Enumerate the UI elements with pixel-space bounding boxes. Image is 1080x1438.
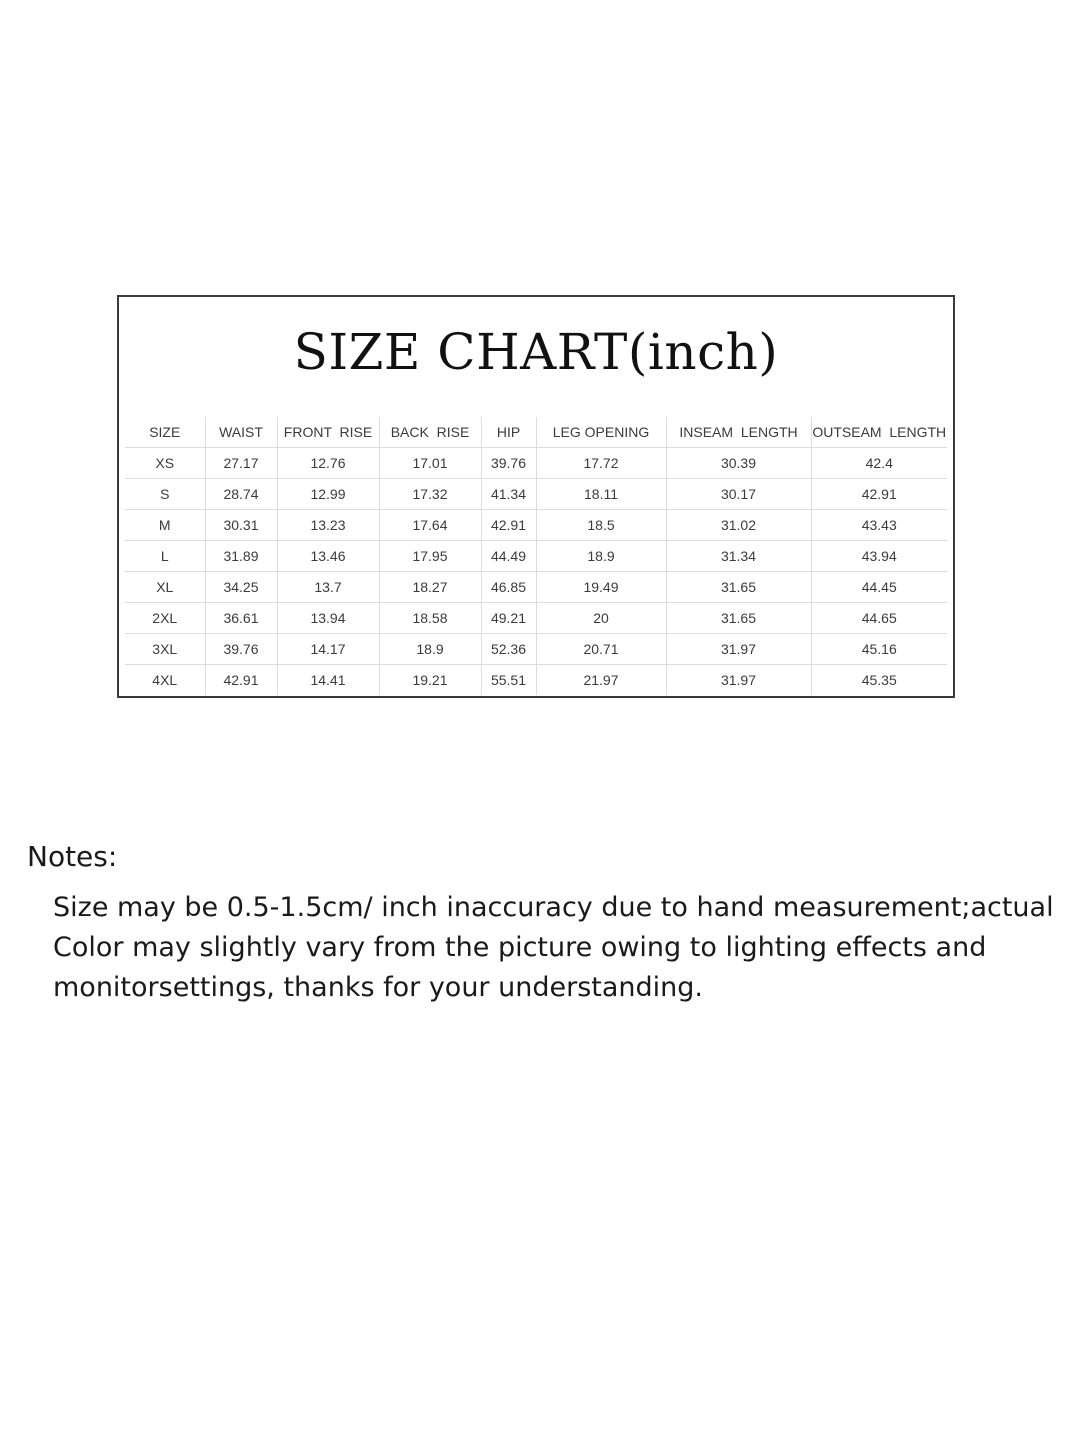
- measurement-cell: 18.9: [536, 541, 666, 572]
- measurement-cell: 39.76: [481, 448, 536, 479]
- table-row: [125, 510, 947, 541]
- size-cell: L: [125, 541, 205, 572]
- column-header: WAIST: [205, 417, 277, 448]
- size-cell: M: [125, 510, 205, 541]
- measurement-cell: 45.35: [811, 665, 947, 696]
- measurement-cell: 41.34: [481, 479, 536, 510]
- measurement-cell: 31.97: [666, 665, 811, 696]
- column-header: INSEAM LENGTH: [666, 417, 811, 448]
- notes-line: Size may be 0.5-1.5cm/ inch inaccuracy due to hand measurement;actual: [53, 892, 1054, 923]
- notes-line: Color may slightly vary from the picture owing to lighting effects and: [53, 932, 987, 963]
- table-body: [125, 448, 947, 696]
- column-header: FRONT RISE: [277, 417, 379, 448]
- measurement-cell: 30.31: [205, 510, 277, 541]
- measurement-cell: 27.17: [205, 448, 277, 479]
- measurement-cell: 20: [536, 603, 666, 634]
- table-row: [125, 634, 947, 665]
- measurement-cell: 49.21: [481, 603, 536, 634]
- measurement-cell: 17.95: [379, 541, 481, 572]
- size-cell: 4XL: [125, 665, 205, 696]
- measurement-cell: 43.43: [811, 510, 947, 541]
- measurement-cell: 52.36: [481, 634, 536, 665]
- measurement-cell: 31.65: [666, 603, 811, 634]
- measurement-cell: 45.16: [811, 634, 947, 665]
- size-cell: 3XL: [125, 634, 205, 665]
- size-chart: [117, 295, 955, 698]
- measurement-cell: 12.99: [277, 479, 379, 510]
- notes-heading: Notes:: [27, 840, 118, 873]
- measurement-cell: 42.91: [811, 479, 947, 510]
- measurement-cell: 30.17: [666, 479, 811, 510]
- column-header: LEG OPENING: [536, 417, 666, 448]
- measurement-cell: 18.27: [379, 572, 481, 603]
- measurement-cell: 18.5: [536, 510, 666, 541]
- size-cell: XS: [125, 448, 205, 479]
- size-cell: 2XL: [125, 603, 205, 634]
- measurement-cell: 44.49: [481, 541, 536, 572]
- measurement-cell: 17.64: [379, 510, 481, 541]
- measurement-cell: 31.65: [666, 572, 811, 603]
- measurement-cell: 30.39: [666, 448, 811, 479]
- column-header: SIZE: [149, 424, 181, 440]
- column-header: HIP: [481, 417, 536, 448]
- measurement-cell: 19.21: [379, 665, 481, 696]
- measurement-cell: 44.65: [811, 603, 947, 634]
- measurement-cell: 13.94: [277, 603, 379, 634]
- measurement-cell: 17.72: [536, 448, 666, 479]
- measurement-cell: 18.11: [536, 479, 666, 510]
- measurement-cell: 17.32: [379, 479, 481, 510]
- measurement-cell: 21.97: [536, 665, 666, 696]
- column-header: OUTSEAM LENGTH: [811, 417, 947, 448]
- size-cell: S: [125, 479, 205, 510]
- measurement-cell: 31.34: [666, 541, 811, 572]
- measurement-cell: 12.76: [277, 448, 379, 479]
- measurement-cell: 34.25: [205, 572, 277, 603]
- measurement-cell: 55.51: [481, 665, 536, 696]
- measurement-cell: 18.9: [379, 634, 481, 665]
- notes-line: monitorsettings, thanks for your understanding.: [53, 972, 703, 1003]
- table-row: [125, 479, 947, 510]
- table-row: [125, 603, 947, 634]
- table-row: [125, 665, 947, 696]
- measurement-cell: 39.76: [205, 634, 277, 665]
- measurement-cell: 20.71: [536, 634, 666, 665]
- measurement-cell: 36.61: [205, 603, 277, 634]
- table-header-row: [125, 417, 947, 448]
- table-row: [125, 448, 947, 479]
- measurement-cell: 17.01: [379, 448, 481, 479]
- measurement-cell: 42.4: [811, 448, 947, 479]
- measurement-cell: 13.46: [277, 541, 379, 572]
- measurement-cell: 44.45: [811, 572, 947, 603]
- measurement-cell: 28.74: [205, 479, 277, 510]
- measurement-cell: 42.91: [205, 665, 277, 696]
- measurement-cell: 19.49: [536, 572, 666, 603]
- measurement-cell: 13.7: [277, 572, 379, 603]
- table-row: [125, 572, 947, 603]
- measurement-cell: 46.85: [481, 572, 536, 603]
- measurement-cell: 31.02: [666, 510, 811, 541]
- measurement-cell: 14.41: [277, 665, 379, 696]
- measurement-cell: 14.17: [277, 634, 379, 665]
- measurement-cell: 43.94: [811, 541, 947, 572]
- measurement-cell: 18.58: [379, 603, 481, 634]
- table-row: [125, 541, 947, 572]
- measurement-cell: 13.23: [277, 510, 379, 541]
- measurement-cell: 31.97: [666, 634, 811, 665]
- size-cell: XL: [125, 572, 205, 603]
- size-table: [125, 417, 947, 695]
- measurement-cell: 42.91: [481, 510, 536, 541]
- measurement-cell: 31.89: [205, 541, 277, 572]
- chart-title: SIZE CHART(inch): [293, 323, 779, 381]
- notes-body: [53, 888, 1063, 1008]
- column-header: BACK RISE: [379, 417, 481, 448]
